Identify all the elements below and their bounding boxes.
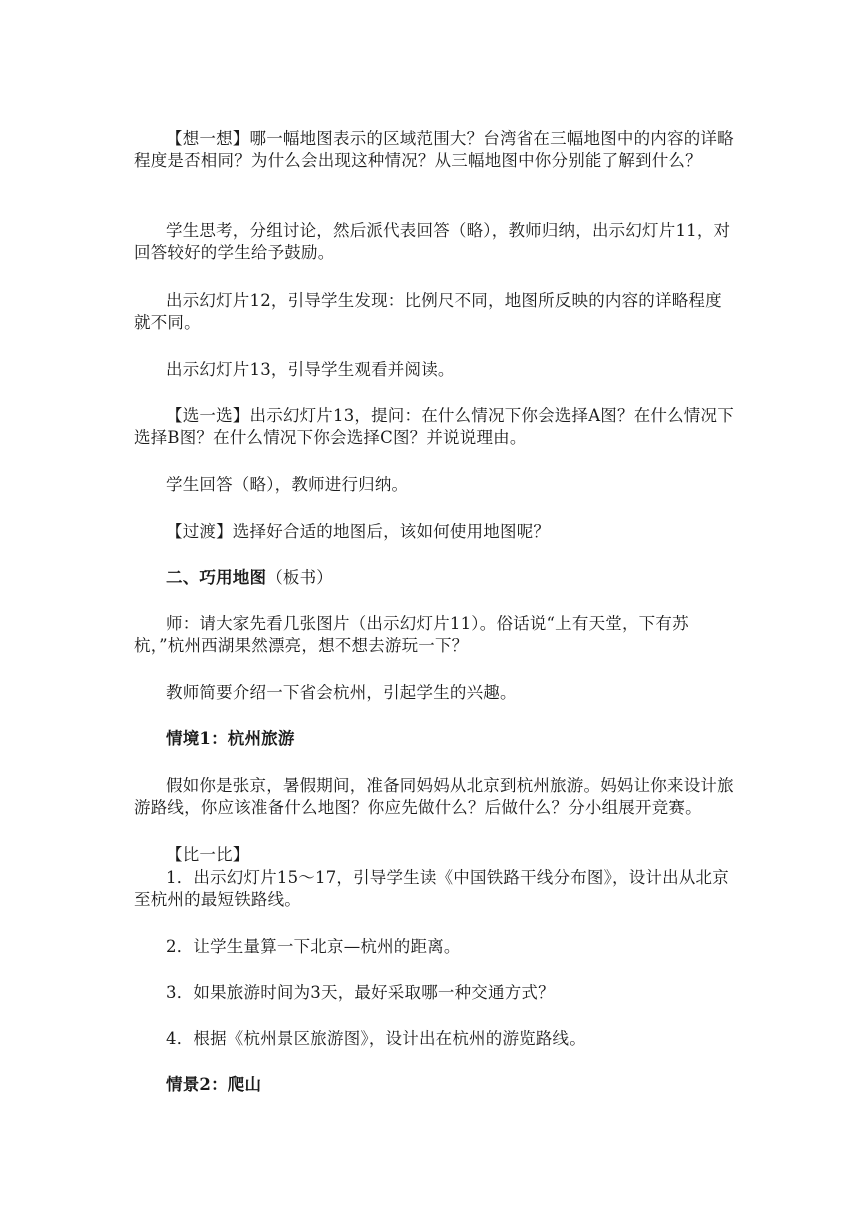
paragraph-teacher-pictures: 师：请大家先看几张图片（出示幻灯片11）。俗话说“上有天堂，下有苏杭，”杭州西湖果然漂亮，想不想去游玩一下？ <box>134 614 689 655</box>
section-heading-note: （板书） <box>266 568 334 587</box>
list-item-3: 3．如果旅游时间为3天，最好采取哪一种交通方式？ <box>166 983 555 1002</box>
paragraph-transition: 【过渡】选择好合适的地图后，该如何使用地图呢？ <box>166 522 551 541</box>
paragraph-slide-13: 出示幻灯片13，引导学生观看并阅读。 <box>166 360 455 379</box>
list-item-4: 4．根据《杭州景区旅游图》，设计出在杭州的游览路线。 <box>166 1029 586 1048</box>
paragraph-hangzhou-intro: 教师简要介绍一下省会杭州，引起学生的兴趣。 <box>166 683 517 702</box>
scenario-heading-1: 情境1：杭州旅游 <box>166 729 295 748</box>
scenario-heading-2: 情景2：爬山 <box>166 1075 262 1094</box>
paragraph-student-answer: 学生回答（略），教师进行归纳。 <box>166 475 409 494</box>
list-item-2: 2．让学生量算一下北京—杭州的距离。 <box>166 937 461 956</box>
paragraph-student-discussion: 学生思考，分组讨论，然后派代表回答（略），教师归纳，出示幻灯片11，对回答较好的学生给予鼓励。 <box>134 221 731 262</box>
section-heading-title: 二、巧用地图 <box>166 568 267 587</box>
paragraph-scenario-1: 假如你是张京，暑假期间，准备同妈妈从北京到杭州旅游。妈妈让你来设计旅游路线，你应该准备什么地图？你应先做什么？后做什么？分小组展开竞赛。 <box>134 776 734 817</box>
paragraph-choose: 【选一选】出示幻灯片13，提问：在什么情况下你会选择A图？在什么情况下选择B图？在什么情况下你会选择C图？并说说理由。 <box>134 406 734 447</box>
paragraph-compare-heading: 【比一比】 <box>166 845 250 864</box>
section-heading-use-maps <box>134 567 734 589</box>
paragraph-slide-12: 出示幻灯片12，引导学生发现：比例尺不同，地图所反映的内容的详略程度就不同。 <box>134 291 722 332</box>
paragraph-think: 【想一想】哪一幅地图表示的区域范围大？台湾省在三幅地图中的内容的详略程度是否相同？为什么会出现这种情况？从三幅地图中你分别能了解到什么？ <box>134 129 734 170</box>
list-item-1: 1．出示幻灯片15～17，引导学生读《中国铁路干线分布图》，设计出从北京至杭州的最短铁路线。 <box>134 868 729 909</box>
